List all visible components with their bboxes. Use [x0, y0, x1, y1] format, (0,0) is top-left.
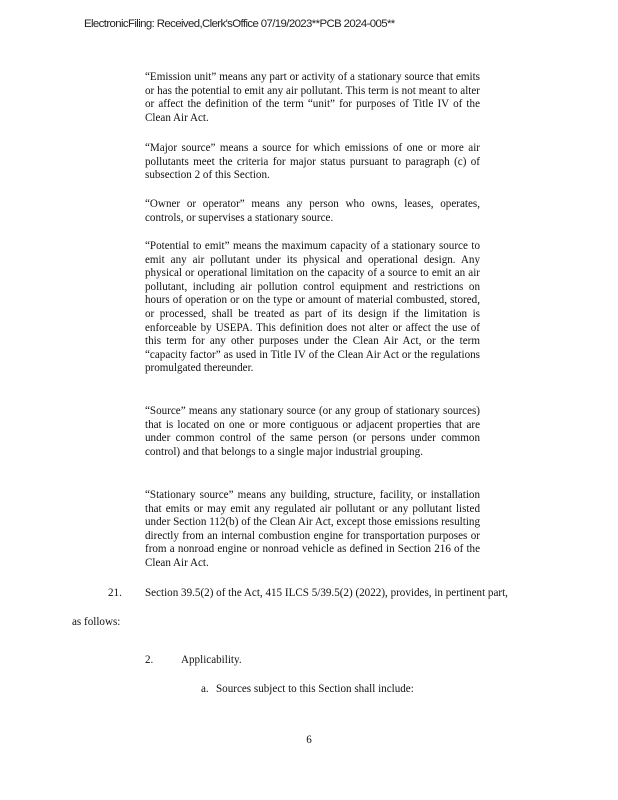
- definition-stationary-source: “Stationary source” means any building, structure, facility, or installation that emits or may emit any regulated air pollutant or any pollutant listed under Section 112(b) of the Clean Air Act, except those emissions resulting directly from an internal combustion engine for transportation purposes or from a nonroad engine or nonroad vehicle as defined in Section 216 of the Clean Air Act.: [145, 489, 480, 569]
- definition-major-source: “Major source” means a source for which emissions of one or more air pollutants meet the criteria for major status pursuant to paragraph (c) of subsection 2 of this Section.: [145, 142, 480, 182]
- page-number: 6: [306, 734, 312, 746]
- paragraph-21-continuation: as follows:: [72, 616, 121, 628]
- paragraph-21-number: 21.: [108, 587, 122, 599]
- subsection-number: 2.: [145, 654, 154, 666]
- subsection-title: Applicability.: [181, 654, 242, 666]
- item-a-text: Sources subject to this Section shall include:: [216, 683, 414, 695]
- definition-emission-unit: “Emission unit” means any part or activity of a stationary source that emits or has the potential to emit any air pollutant. This term is not meant to alter or affect the definition of the term “unit” for purposes of Title IV of the Clean Air Act.: [145, 71, 480, 124]
- electronic-filing-header: ElectronicFiling: Received,Clerk'sOffice 07/19/2023**PCB 2024-005**: [84, 18, 395, 30]
- definition-source: “Source” means any stationary source (or any group of stationary sources) that is located on one or more contiguous or adjacent properties that are under common control of the same person (or persons under common control) and that belongs to a single major industrial grouping.: [145, 405, 480, 458]
- item-a-label: a.: [201, 683, 209, 695]
- definition-potential-to-emit: “Potential to emit” means the maximum capacity of a stationary source to emit any air pollutant under its physical and operational design. Any physical or operational limitation on the capacity of a source to emit an air pollutant, including air pollution control equipment and restrictions on hours of operation or on the type or amount of material combusted, stored, or processed, shall be treated as part of its design if the limitation is enforceable by USEPA. This definition does not alter or affect the use of this term for any other purposes under the Clean Air Act, or the term “capacity factor” as used in Title IV of the Clean Air Act or the regulations promulgated thereunder.: [145, 240, 480, 375]
- paragraph-21-text: Section 39.5(2) of the Act, 415 ILCS 5/39.5(2) (2022), provides, in pertinent part,: [145, 587, 508, 599]
- definition-owner-or-operator: “Owner or operator” means any person who owns, leases, operates, controls, or supervises a stationary source.: [145, 198, 480, 224]
